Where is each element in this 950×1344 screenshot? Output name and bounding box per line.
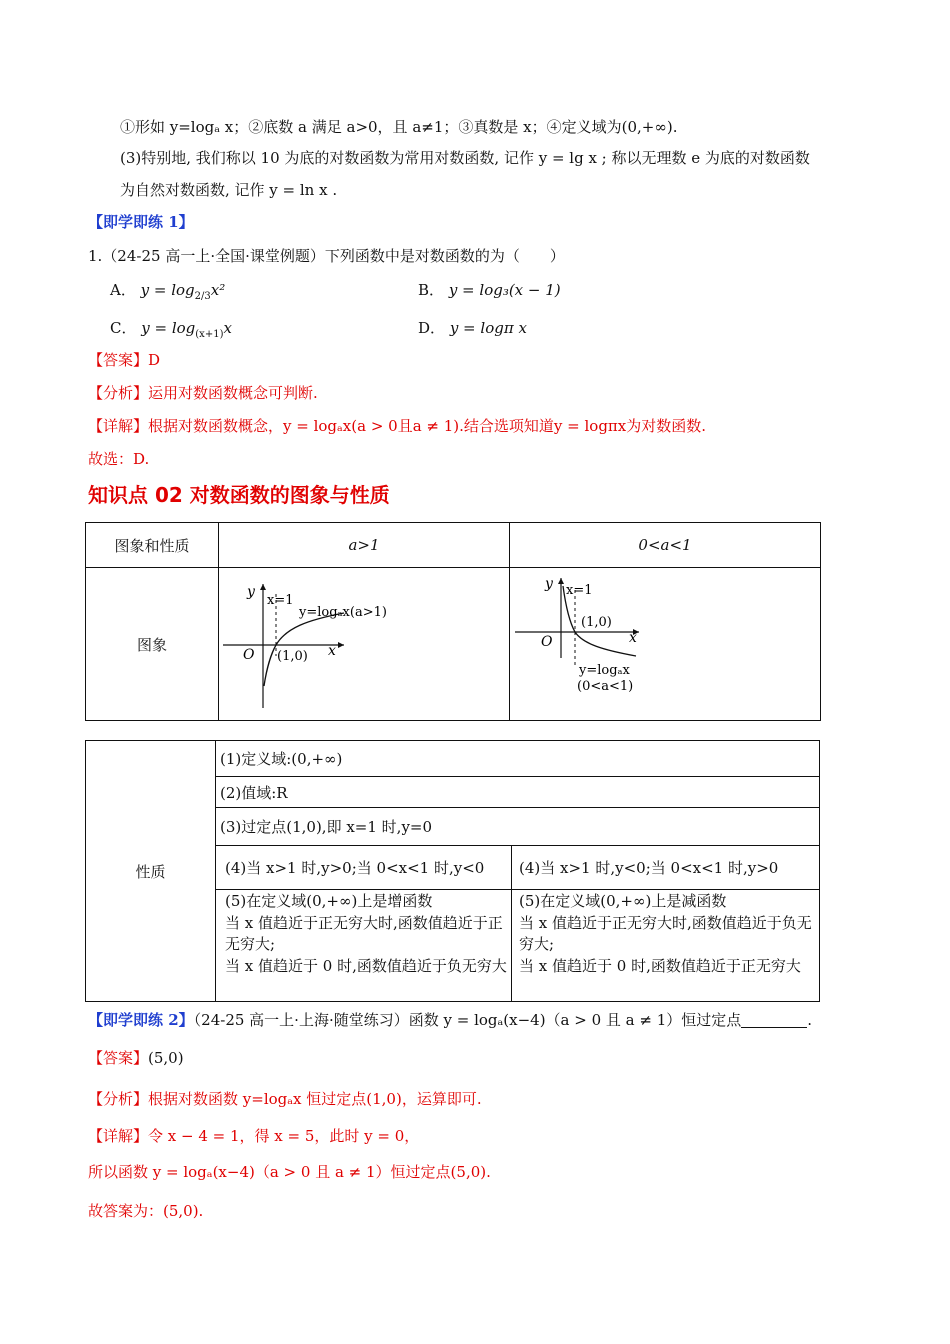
practice2-analysis-line: [88, 1089, 482, 1109]
properties-label: 性质: [86, 741, 216, 1002]
practice2-detail-2: 所以函数 y = logₐ(x−4)（a > 0 且 a ≠ 1）恒过定点(5,0).: [88, 1163, 491, 1181]
option-c-func: y = log: [141, 319, 196, 337]
g2-x-label: x: [629, 630, 637, 646]
g1-y-label: y: [247, 584, 255, 600]
intro-line-3: 为自然对数函数, 记作 y = ln x .: [120, 181, 338, 199]
option-a: [110, 280, 225, 307]
practice1-conclusion: 故选：D.: [88, 450, 150, 468]
practice2-header: 【即学即练 2】: [88, 1011, 194, 1029]
g2-condition: (0<a<1): [577, 679, 634, 694]
practice2-question-line: [88, 1010, 812, 1030]
section-title: 知识点 02 对数函数的图象与性质: [88, 483, 390, 507]
prop-fixed-point: (3)过定点(1,0),即 x=1 时,y=0: [216, 808, 820, 846]
practice2-detail: 令 x − 4 = 1，得 x = 5，此时 y = 0，: [148, 1127, 420, 1145]
graph-decreasing-cell: [510, 568, 821, 721]
practice1-question: 1.（24-25 高一上·全国·课堂例题）下列函数中是对数函数的为（ ）: [88, 247, 565, 265]
g1-origin: O: [243, 647, 255, 663]
graph-table-header-a-gt-1: a>1: [219, 523, 510, 568]
option-d-label: D．: [418, 319, 446, 337]
prop-range: (2)值域:R: [216, 777, 820, 808]
practice1-analysis: 【分析】运用对数函数概念可判断.: [88, 384, 318, 402]
graph-table: [85, 522, 821, 721]
graph-table-header-a-lt-1: 0<a<1: [510, 523, 821, 568]
prop-monotonic-increasing: (5)在定义域(0,+∞)上是增函数 当 x 值趋近于正无穷大时,函数值趋近于正无穷大; 当 x 值趋近于 0 时,函数值趋近于负无穷大: [216, 890, 512, 1002]
g1-func-label: y=logₐx(a>1): [299, 605, 387, 620]
intro-line-2: (3)特别地, 我们称以 10 为底的对数函数为常用对数函数, 记作 y = lg x ; 称以无理数 e 为底的对数函数: [120, 149, 810, 167]
practice2-question: （24-25 高一上·上海·随堂练习）函数 y = logₐ(x−4)（a > 0 且 a ≠ 1）恒过定点: [193, 1011, 742, 1029]
practice2-analysis-label: 【分析】: [88, 1090, 149, 1108]
option-a-func: y = log: [140, 281, 195, 299]
option-b-label: B．: [418, 281, 445, 299]
g1-x-label: x: [328, 643, 336, 659]
prop-sign-decreasing: (4)当 x>1 时,y<0;当 0<x<1 时,y>0: [512, 846, 820, 890]
prop-sign-increasing: (4)当 x>1 时,y>0;当 0<x<1 时,y<0: [216, 846, 512, 890]
g2-y-label: y: [545, 576, 553, 592]
option-b: [418, 280, 561, 300]
option-a-base: 2/3: [194, 291, 211, 302]
g2-func-label: y=logₐx: [579, 663, 630, 678]
option-c-label: C．: [110, 319, 137, 337]
practice1-header: 【即学即练 1】: [88, 213, 194, 231]
option-b-func: y = log₃(x − 1): [448, 281, 561, 299]
practice2-detail-line: [88, 1126, 419, 1146]
practice2-analysis: 根据对数函数 y=logₐx 恒过定点(1,0)，运算即可.: [148, 1090, 482, 1108]
prop-monotonic-decreasing: (5)在定义域(0,+∞)上是减函数 当 x 值趋近于正无穷大时,函数值趋近于负无穷大; 当 x 值趋近于 0 时,函数值趋近于正无穷大: [512, 890, 820, 1002]
intro-line-1: ①形如 y=logₐ x；②底数 a 满足 a>0，且 a≠1；③真数是 x；④定义域为(0,+∞).: [120, 118, 678, 136]
option-d-func: y = logπ x: [449, 319, 527, 337]
practice2-answer-line: [88, 1048, 184, 1068]
option-a-arg: x²: [210, 281, 226, 299]
option-c: [110, 318, 232, 345]
g1-point: (1,0): [277, 649, 308, 664]
log-decreasing-graph: [511, 568, 819, 716]
practice2-answer: (5,0): [148, 1049, 184, 1067]
g2-origin: O: [541, 634, 553, 650]
practice1-detail: 【详解】根据对数函数概念，y = logₐx(a > 0且a ≠ 1).结合选项知道y = logπx为对数函数.: [88, 417, 707, 435]
option-a-label: A．: [110, 281, 136, 299]
g2-point: (1,0): [581, 615, 612, 630]
g2-x-eq-1: x=1: [566, 583, 593, 598]
g1-x-eq-1: x=1: [267, 593, 294, 608]
option-c-base: (x+1): [195, 329, 224, 340]
properties-table: [85, 740, 820, 1002]
practice2-tail: .: [807, 1011, 813, 1029]
graph-table-header-left: 图象和性质: [86, 523, 219, 568]
graph-row-label: 图象: [86, 568, 219, 721]
practice2-answer-label: 【答案】: [88, 1049, 149, 1067]
answer-blank: [741, 1011, 807, 1028]
option-d: [418, 318, 527, 338]
practice2-conclusion: 故答案为：(5,0).: [88, 1202, 204, 1220]
option-c-arg: x: [223, 319, 232, 337]
graph-increasing-cell: [219, 568, 510, 721]
prop-domain: (1)定义域:(0,+∞): [216, 741, 820, 777]
practice2-detail-label: 【详解】: [88, 1127, 149, 1145]
log-increasing-graph: [219, 568, 509, 716]
practice1-answer: 【答案】D: [88, 351, 161, 369]
